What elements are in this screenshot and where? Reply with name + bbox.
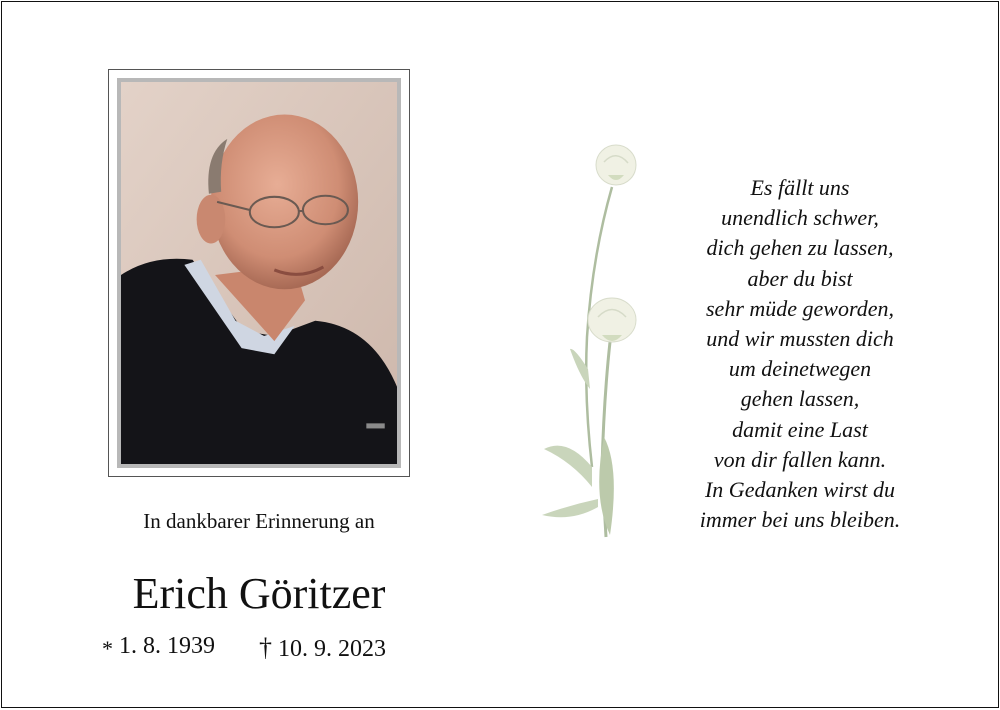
- portrait-frame: [108, 69, 410, 477]
- deceased-name: Erich Göritzer: [132, 569, 386, 618]
- obituary-card: [1, 1, 999, 708]
- poem-line: gehen lassen,: [740, 386, 860, 412]
- birth-date: [102, 633, 215, 663]
- death-date: [259, 633, 386, 663]
- birth-date-value: 1. 8. 1939: [119, 633, 215, 659]
- death-symbol: †: [259, 633, 272, 662]
- poem-line: unendlich schwer,: [721, 205, 879, 231]
- poem-line: um deinetwegen: [728, 356, 872, 382]
- portrait-mat: [117, 78, 401, 468]
- poem-line: von dir fallen kann.: [713, 446, 887, 472]
- white-rose-icon: [532, 137, 652, 547]
- poem-line: dich gehen zu lassen,: [706, 235, 894, 261]
- memorial-intro: In dankbarer Erinnerung an: [143, 509, 375, 533]
- death-date-value: 10. 9. 2023: [278, 636, 386, 662]
- poem-line: damit eine Last: [732, 416, 868, 442]
- poem-line: In Gedanken wirst du: [704, 477, 896, 503]
- poem: [662, 173, 938, 535]
- portrait-photo: [121, 82, 397, 464]
- poem-line: aber du bist: [747, 265, 853, 291]
- life-dates: [102, 633, 386, 663]
- poem-line: und wir mussten dich: [706, 326, 894, 352]
- poem-line: immer bei uns bleiben.: [699, 507, 901, 533]
- poem-line: sehr müde geworden,: [706, 295, 894, 321]
- poem-line: Es fällt uns: [750, 175, 850, 200]
- birth-symbol: *: [102, 636, 113, 661]
